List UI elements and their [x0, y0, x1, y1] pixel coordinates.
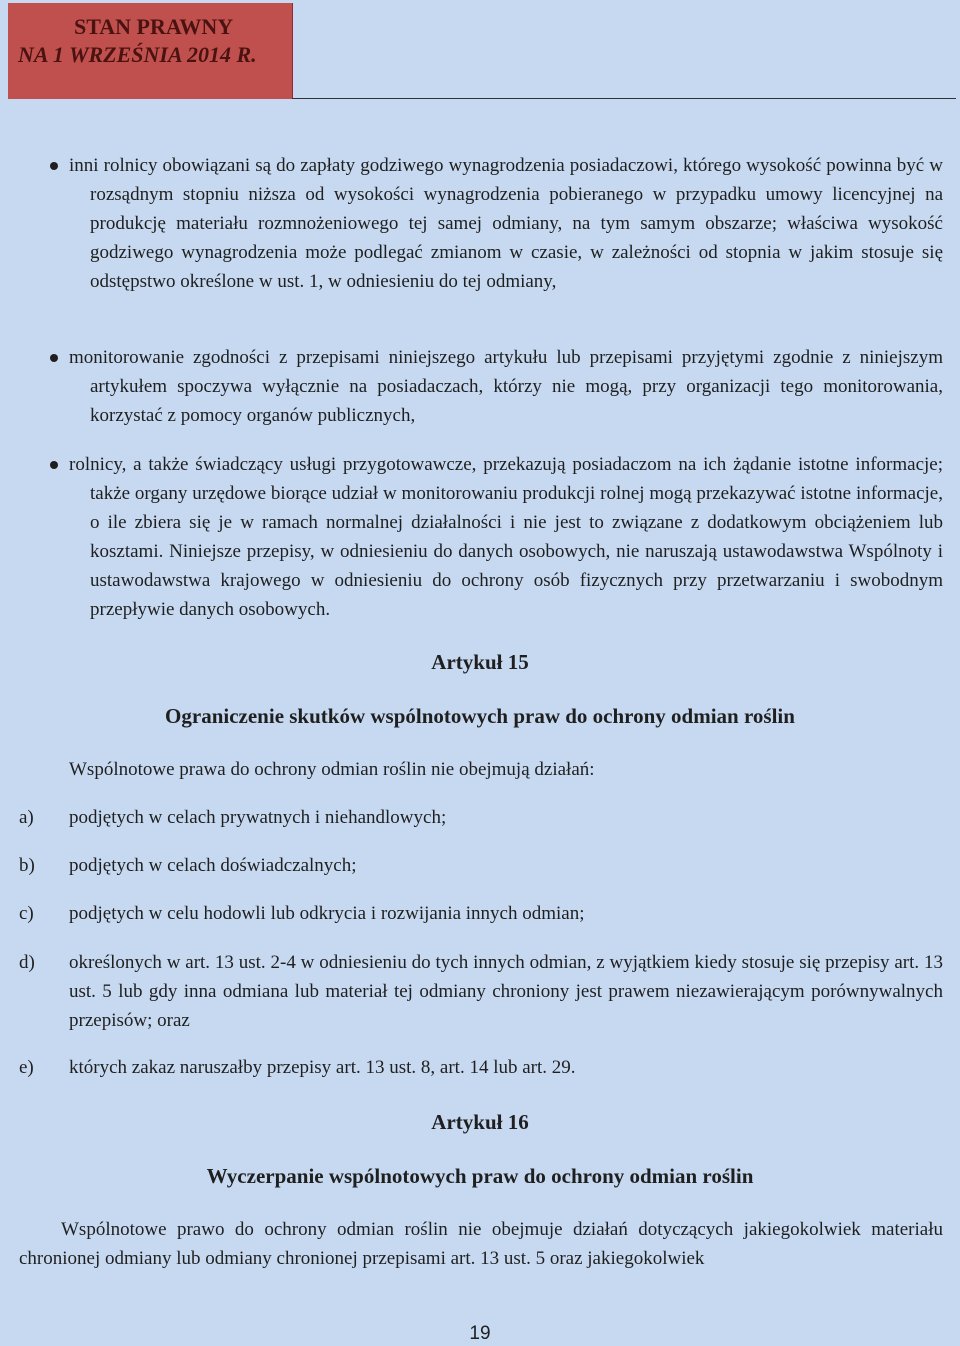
list-marker: b) [19, 855, 35, 876]
article-15-intro: Wspólnotowe prawa do ochrony odmian roślin nie obejmują działań: [69, 759, 595, 780]
status-header-line1: STAN PRAWNY [74, 14, 234, 39]
article-16-title: Wyczerpanie wspólnotowych praw do ochrony odmian roślin [206, 1164, 754, 1188]
status-header-line2: NA 1 WRZEŚNIA 2014 R. [18, 42, 257, 67]
article-16-paragraph: Wspólnotowe prawo do ochrony odmian roślin nie obejmuje działań dotyczących jakiegokolwiek materiału chronionej odmiany lub odmiany chronionej przepisami art. 13 ust. 5 oraz jakiegokolwiek [19, 1219, 943, 1269]
list-text: podjętych w celach prywatnych i niehandlowych; [69, 807, 447, 828]
list-text: podjętych w celu hodowli lub odkrycia i rozwijania innych odmian; [69, 903, 585, 924]
list-marker: c) [19, 903, 34, 924]
list-marker: e) [19, 1057, 34, 1078]
bullet-icon [50, 162, 58, 170]
bullet-text-1: inni rolnicy obowiązani są do zapłaty godziwego wynagrodzenia posiadaczowi, którego wysokość powinna być w rozsądnym stopniu niższa od wysokości wynagrodzenia pobieranego w przypadku umowy licencyjnej na produkcję materiału rozmnożeniowego tej samej odmiany, na tym samym obszarze; właściwa wysokość godziwego wynagrodzenia może podlegać zmianom w czasie, w zależności od stopnia w jakim stosuje się odstępstwo określone w ust. 1, w odniesieniu do tej odmiany, [69, 155, 943, 292]
list-text: których zakaz naruszałby przepisy art. 13 ust. 8, art. 14 lub art. 29. [69, 1057, 576, 1078]
article-16-number: Artykuł 16 [431, 1110, 529, 1134]
list-marker: a) [19, 807, 34, 828]
article-15-title: Ograniczenie skutków wspólnotowych praw do ochrony odmian roślin [165, 704, 795, 728]
article-15-number: Artykuł 15 [431, 650, 529, 674]
status-header-title [18, 13, 257, 69]
bullet-icon [50, 354, 58, 362]
bullet-icon [50, 461, 58, 469]
header-divider [292, 98, 956, 99]
bullet-text-2: monitorowanie zgodności z przepisami niniejszego artykułu lub przepisami przyjętymi zgodnie z niniejszym artykułem spoczywa wyłącznie na posiadaczach, którzy nie mogą, przy organizacji tego monitorowania, korzystać z pomocy organów publicznych, [69, 347, 943, 426]
list-text: podjętych w celach doświadczalnych; [69, 855, 357, 876]
list-text: określonych w art. 13 ust. 2-4 w odniesieniu do tych innych odmian, z wyjątkiem kiedy stosuje się przepisy art. 13 ust. 5 lub gdy inna odmiana lub materiał tej odmiany chroniony jest prawem niezawierającym porównywalnych przepisów; oraz [69, 952, 943, 1031]
bullet-text-3: rolnicy, a także świadczący usługi przygotowawcze, przekazują posiadaczom na ich żądanie istotne informacje; także organy urzędowe biorące udział w monitorowaniu produkcji rolnej mogą przekazywać istotne informacje, o ile zbiera się je w ramach normalnej działalności i nie jest to związane z dodatkowym obciążeniem lub kosztami. Niniejsze przepisy, w odniesieniu do danych osobowych, nie naruszają ustawodawstwa Wspólnoty i ustawodawstwa krajowego w odniesieniu do ochrony osób fizycznych przy przetwarzaniu i swobodnym przepływie danych osobowych. [69, 454, 943, 620]
page-number: 19 [469, 1323, 491, 1344]
list-marker: d) [19, 952, 35, 973]
status-header-box [8, 3, 293, 99]
